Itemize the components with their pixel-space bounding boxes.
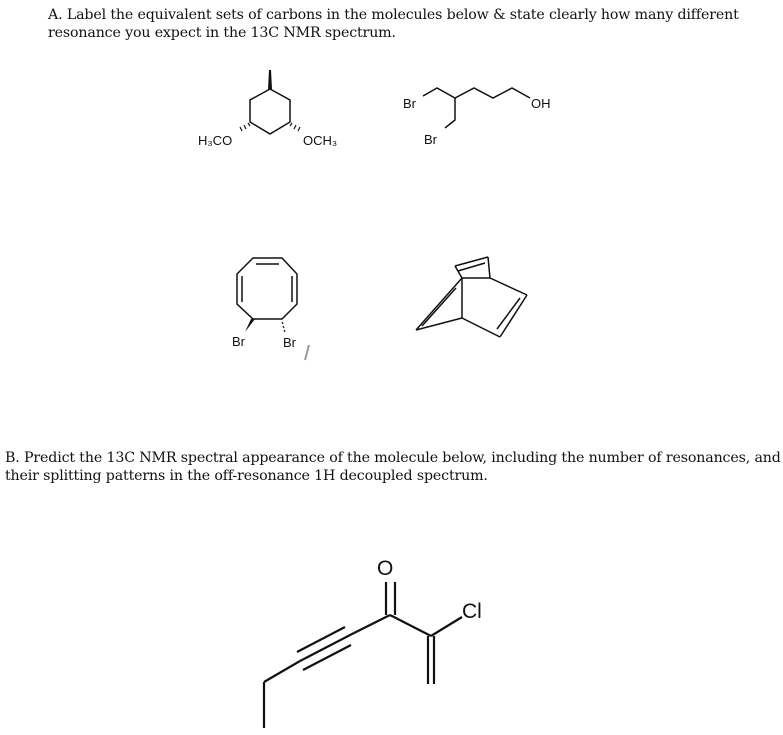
- question-b-line-1: B. Predict the 13C NMR spectral appearance of the molecule below, including the number of resonances, and: [5, 450, 781, 466]
- molecule-dimethoxy-methylcyclohexane: [240, 70, 300, 134]
- molecule-dibromo-alcohol: [423, 88, 530, 128]
- bromine-bottom-label: Br: [424, 132, 437, 147]
- cyclooctatriene-ring: [237, 258, 297, 319]
- chlorine-label: Cl: [462, 600, 482, 623]
- hydroxyl-label: OH: [531, 96, 551, 111]
- methoxy-right-label: OCH₃: [303, 133, 338, 148]
- left-hash-bond: [240, 123, 250, 131]
- cyclohexane-ring: [250, 89, 290, 134]
- methyl-wedge: [268, 70, 272, 89]
- bromo-hash-bond: [282, 322, 285, 332]
- bromine-left-label: Br: [232, 334, 245, 349]
- bromine-right-label: Br: [283, 335, 296, 350]
- right-hash-bond: [290, 123, 300, 131]
- bromine-top-label: Br: [403, 96, 416, 111]
- carbonyl-oxygen-label: O: [377, 557, 394, 580]
- molecule-dibromo-cyclooctatriene: [237, 258, 309, 360]
- question-a-line-2: resonance you expect in the 13C NMR spectrum.: [48, 25, 396, 41]
- molecule-bicyclic-triene: [416, 257, 527, 337]
- methoxy-left-label: H₃CO: [198, 133, 233, 148]
- molecule-chloro-enynone: [264, 582, 462, 728]
- question-a-line-1: A. Label the equivalent sets of carbons in the molecules below & state clearly how many different: [48, 7, 739, 23]
- question-b-line-2: their splitting patterns in the off-resonance 1H decoupled spectrum.: [5, 468, 488, 484]
- bromo-wedge: [245, 319, 255, 332]
